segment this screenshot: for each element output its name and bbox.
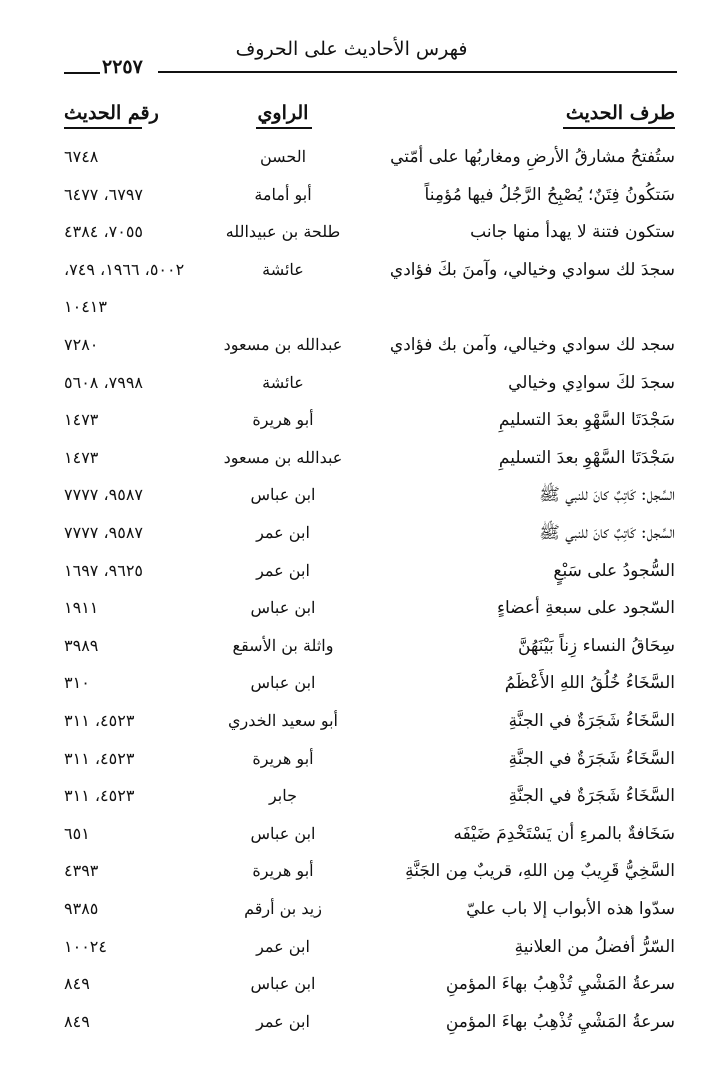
hadith-text: سَتكُونُ فِتَنٌ؛ يُصْبِحُ الرَّجُلُ فيها مُؤمِناً bbox=[424, 184, 675, 205]
hadith-text: السُّجودُ على سَبْعٍ bbox=[553, 560, 675, 581]
hadith-number: ٧٠٥٥، ٤٣٨٤ bbox=[64, 222, 143, 242]
hadith-text: سدّوا هذه الأبواب إلا باب عليّ bbox=[466, 899, 675, 919]
narrator-name: أبو هريرة bbox=[252, 410, 314, 430]
hadith-number: ٨٤٩ bbox=[64, 974, 90, 994]
narrator-name: أبو سعيد الخدري bbox=[228, 711, 338, 730]
narrator-name: ابن عباس bbox=[250, 974, 316, 994]
hadith-text: سجدَ لك سوادي وخيالي، وآمنَ بكَ فؤادي bbox=[389, 259, 675, 280]
table-row bbox=[0, 518, 703, 555]
narrator-name: الحسن bbox=[259, 147, 307, 166]
table-row bbox=[0, 292, 703, 329]
hadith-text: سَخَافةٌ بالمرءِ أن يَسْتَخْدِمَ ضَيْفَه bbox=[453, 823, 675, 844]
table-row bbox=[0, 781, 703, 818]
column-header-narrator: الراوي bbox=[257, 102, 309, 124]
table-row bbox=[0, 330, 703, 367]
column-header-number: رقم الحديث bbox=[64, 102, 159, 124]
table-row bbox=[0, 819, 703, 856]
hadith-number: ٩٥٨٧، ٧٧٧٧ bbox=[64, 523, 143, 542]
hadith-text: سِحَاقُ النساء زِناً بَيْنَهُنَّ bbox=[517, 635, 675, 656]
hadith-number: ١٤٧٣ bbox=[64, 447, 99, 467]
narrator-name: عبدالله بن مسعود bbox=[223, 447, 343, 467]
hadith-number: ٦٧٤٨ bbox=[64, 147, 99, 166]
hadith-text: سرعةُ المَشْيِ تُذْهِبُ بهاءَ المؤمنِ bbox=[445, 1011, 675, 1032]
hadith-number: ٨٤٩ bbox=[64, 1011, 90, 1031]
narrator-name: ابن عمر bbox=[256, 1011, 310, 1031]
table-row bbox=[0, 969, 703, 1006]
hadith-number: ٤٣٩٣ bbox=[64, 861, 99, 881]
hadith-text: السّرُّ أفضلُ من العلانيةِ bbox=[514, 936, 675, 957]
table-row bbox=[0, 556, 703, 593]
narrator-name: جابر bbox=[268, 786, 298, 806]
narrator-name: زيد بن أرقم bbox=[244, 899, 322, 918]
hadith-number: ١٤٧٣ bbox=[64, 410, 99, 430]
hadith-number: ٤٥٢٣، ٣١١ bbox=[64, 711, 135, 730]
narrator-name: عائشة bbox=[262, 259, 304, 279]
hadith-text: سرعةُ المَشْيِ تُذْهِبُ بهاءَ المؤمنِ bbox=[445, 974, 675, 995]
table-row bbox=[0, 744, 703, 781]
hadith-number: ٩٥٨٧، ٧٧٧٧ bbox=[64, 485, 143, 505]
hadith-text: السَّخَاءُ خُلُقُ اللهِ الأَعْظَمُ bbox=[504, 673, 675, 694]
narrator-name: أبو هريرة bbox=[252, 748, 314, 768]
table-row bbox=[0, 856, 703, 893]
column-header-number-underline bbox=[64, 127, 142, 129]
table-row bbox=[0, 255, 703, 292]
table-row bbox=[0, 1007, 703, 1044]
page-number: ٢٢٥٧ bbox=[102, 56, 143, 78]
hadith-text: السِّجل: كَاتِبٌ كانَ للنبي ﷺ bbox=[539, 523, 675, 543]
table-row bbox=[0, 480, 703, 517]
narrator-name: ابن عباس bbox=[250, 485, 316, 505]
narrator-name: أبو هريرة bbox=[252, 861, 314, 881]
narrator-name: واثلة بن الأسقع bbox=[232, 635, 334, 655]
table-row bbox=[0, 443, 703, 480]
table-row bbox=[0, 142, 703, 179]
hadith-text: السَّخِيُّ قَرِيبٌ مِن اللهِ، قريبٌ مِن الجَنَّةِ bbox=[405, 861, 675, 882]
table-row bbox=[0, 631, 703, 668]
table-row bbox=[0, 368, 703, 405]
narrator-name: ابن عمر bbox=[256, 560, 310, 580]
narrator-name: ابن عمر bbox=[256, 936, 310, 956]
hadith-number: ١٠٤١٣ bbox=[64, 297, 107, 317]
hadith-number: ٩٣٨٥ bbox=[64, 899, 99, 918]
table-row bbox=[0, 894, 703, 931]
column-header-narrator-underline bbox=[256, 127, 312, 129]
table-row bbox=[0, 180, 703, 217]
hadith-text: السَّخَاءُ شَجَرَةٌ في الجنَّةِ bbox=[508, 786, 675, 807]
hadith-text: سَجْدَتَا السَّهْوِ بعدَ التسليمِ bbox=[498, 410, 675, 431]
hadith-text: ستُفتحُ مشارقُ الأرضِ ومغاربُها على أمّتي bbox=[390, 147, 675, 167]
hadith-number: ٤٥٢٣، ٣١١ bbox=[64, 748, 135, 768]
hadith-number: ٦٥١ bbox=[64, 823, 90, 843]
hadith-text: ستكون فتنة لا يهدأ منها جانب bbox=[470, 222, 675, 243]
narrator-name: ابن عباس bbox=[250, 823, 316, 843]
narrator-name: طلحة بن عبيدالله bbox=[225, 222, 341, 242]
hadith-text: سَجْدَتَا السَّهْوِ بعدَ التسليمِ bbox=[498, 447, 675, 468]
hadith-number: ٤٥٢٣، ٣١١ bbox=[64, 786, 135, 806]
table-row bbox=[0, 706, 703, 743]
hadith-text: السَّخَاءُ شَجَرَةٌ في الجنَّةِ bbox=[508, 748, 675, 769]
narrator-name: أبو أمامة bbox=[254, 184, 312, 204]
running-header-title: فهرس الأحاديث على الحروف bbox=[235, 38, 468, 60]
narrator-name: عائشة bbox=[262, 372, 304, 392]
table-row bbox=[0, 405, 703, 442]
column-header-hadith-underline bbox=[563, 127, 675, 129]
table-row bbox=[0, 668, 703, 705]
hadith-number: ٩٦٢٥، ١٦٩٧ bbox=[64, 560, 143, 580]
hadith-number: ٧٩٩٨، ٥٦٠٨ bbox=[64, 372, 143, 392]
hadith-text: السّجود على سبعةِ أعضاءٍ bbox=[496, 598, 675, 619]
hadith-number: ١٩١١ bbox=[64, 598, 99, 618]
table-row bbox=[0, 932, 703, 969]
narrator-name: ابن عباس bbox=[250, 673, 316, 693]
narrator-name: ابن عمر bbox=[256, 523, 310, 542]
hadith-number: ٣٩٨٩ bbox=[64, 635, 99, 655]
narrator-name: عبدالله بن مسعود bbox=[223, 335, 343, 354]
hadith-number: ٦٧٩٧، ٦٤٧٧ bbox=[64, 184, 143, 204]
hadith-number: ٣١٠ bbox=[64, 673, 90, 693]
column-header-hadith: طرف الحديث bbox=[565, 102, 675, 124]
hadith-number: ٥٠٠٢، ١٩٦٦، ٧٤٩، bbox=[64, 259, 185, 279]
table-row bbox=[0, 217, 703, 254]
hadith-text: سجد لك سوادي وخيالي، وآمن بك فؤادي bbox=[389, 335, 675, 355]
hadith-text: السِّجل: كَاتِبٌ كانَ للنبي ﷺ bbox=[539, 485, 675, 506]
hadith-number: ١٠٠٢٤ bbox=[64, 936, 107, 956]
page-number-rule bbox=[64, 72, 100, 74]
header-rule bbox=[158, 71, 677, 73]
hadith-text: سجدَ لكَ سوادِي وخيالي bbox=[508, 372, 675, 393]
hadith-text: السَّخَاءُ شَجَرَةٌ في الجنَّةِ bbox=[508, 711, 675, 731]
table-row bbox=[0, 593, 703, 630]
narrator-name: ابن عباس bbox=[250, 598, 316, 618]
hadith-number: ٧٢٨٠ bbox=[64, 335, 99, 354]
